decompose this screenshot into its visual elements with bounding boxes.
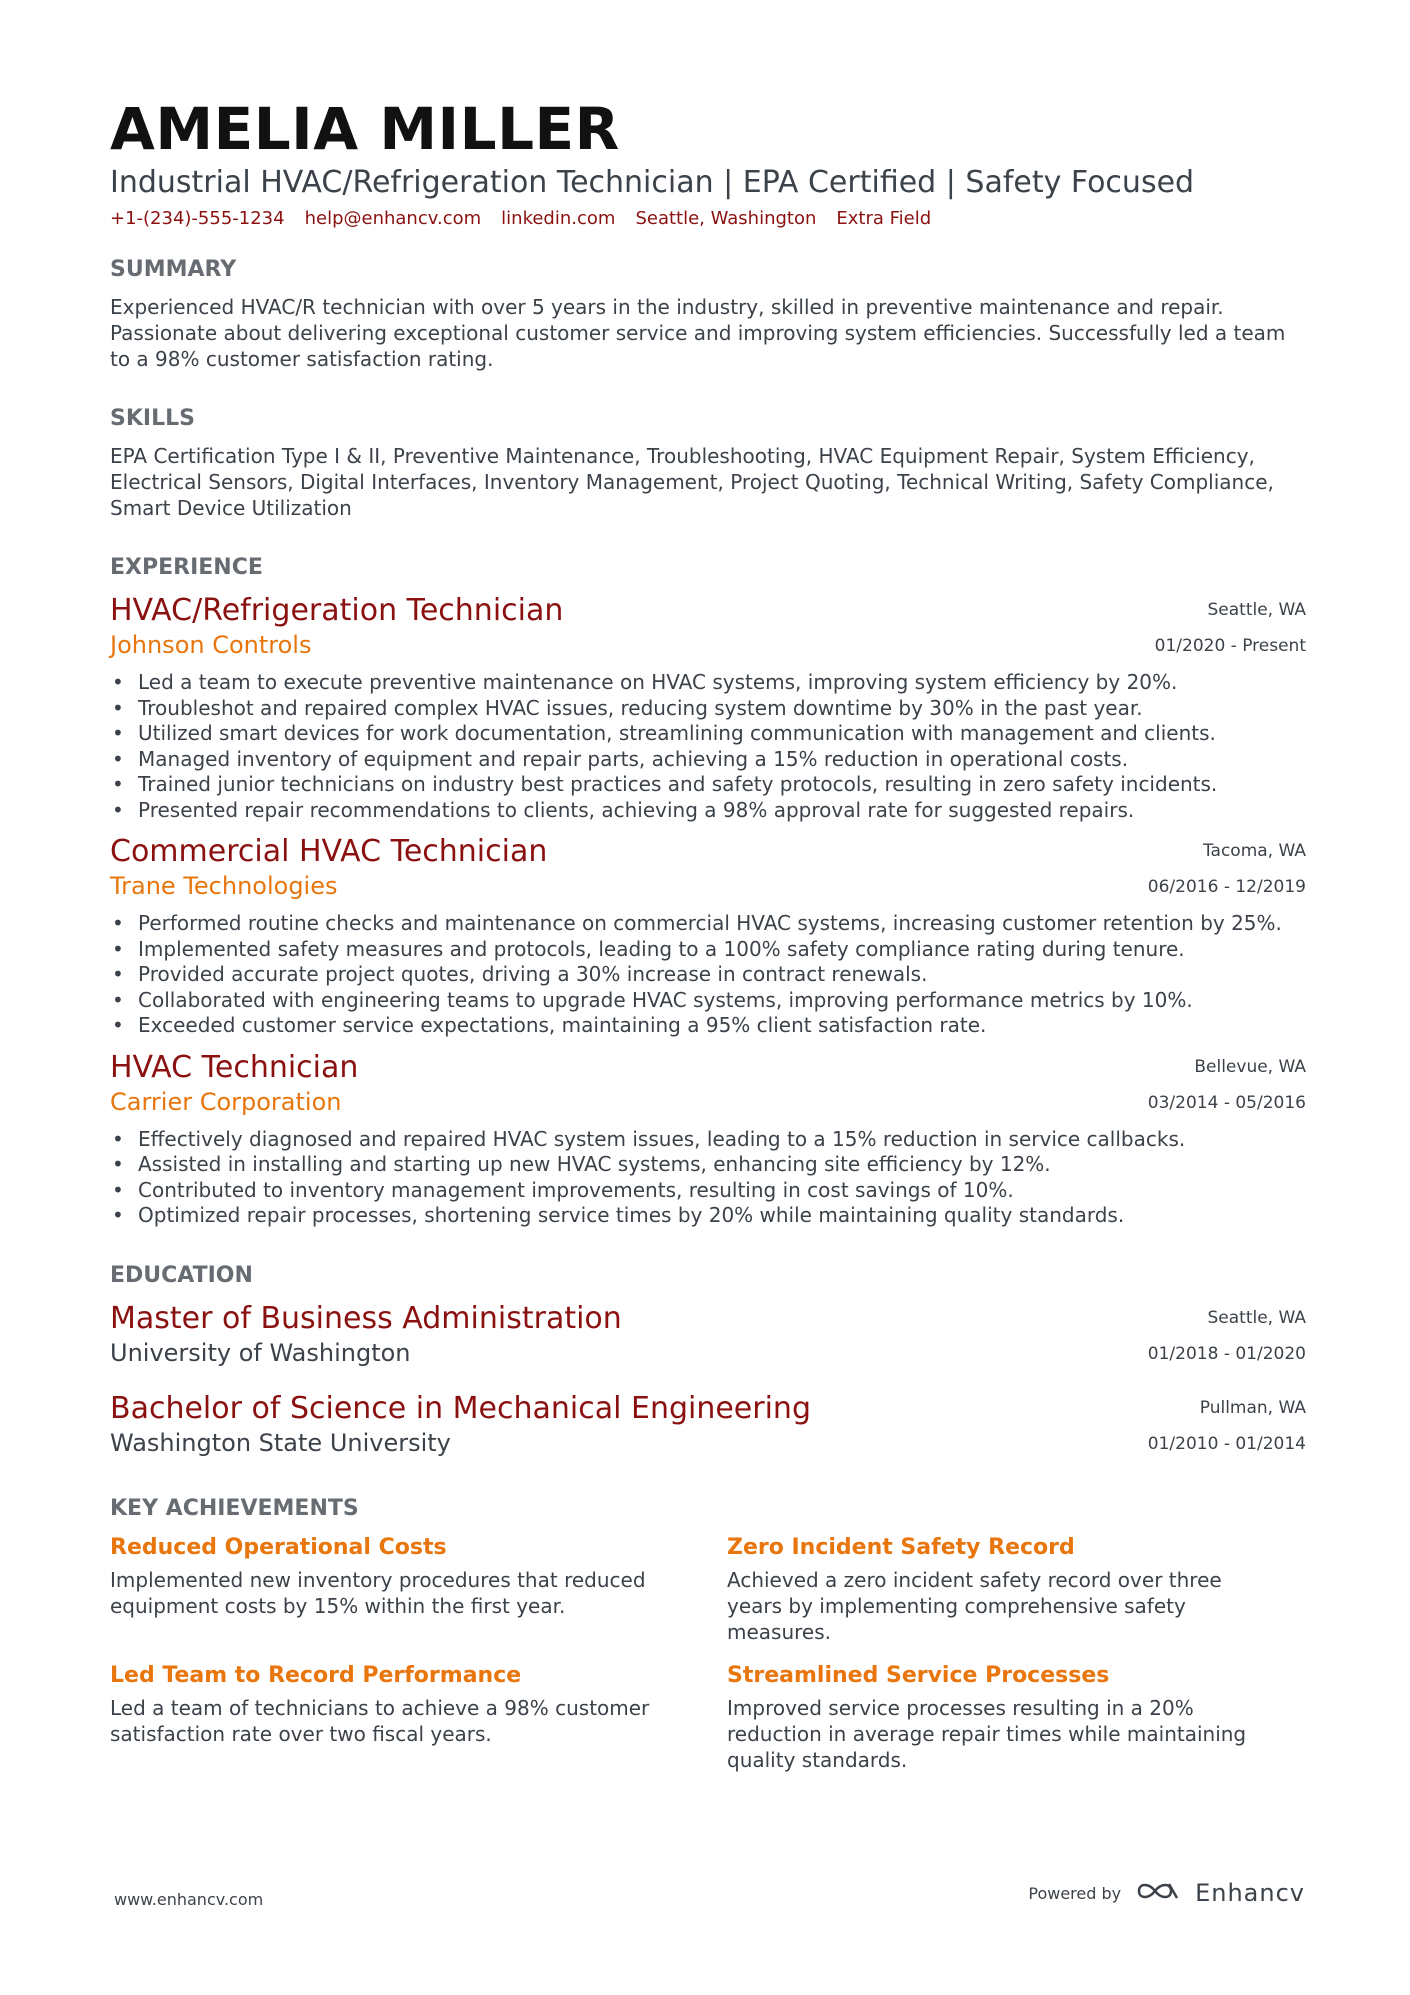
achievements-heading: KEY ACHIEVEMENTS	[110, 1495, 359, 1521]
achievement-item	[110, 1533, 727, 1645]
phone[interactable]: +1-(234)-555-1234	[110, 208, 285, 229]
experience-heading: EXPERIENCE	[110, 555, 263, 580]
education-heading: EDUCATION	[110, 1262, 253, 1288]
bullet-item: • Utilized smart devices for work documentation, streamlining communication with management and clients.	[138, 721, 1306, 747]
education-dates: 01/2018 - 01/2020	[1147, 1343, 1306, 1364]
job-location: Tacoma, WA	[1202, 841, 1306, 861]
bullet-item: • Implemented safety measures and protocols, leading to a 100% safety compliance rating during tenure.	[138, 937, 1306, 963]
bullet-item: • Effectively diagnosed and repaired HVAC system issues, leading to a 15% reduction in service callbacks.	[138, 1127, 1306, 1153]
candidate-name: AMELIA MILLER	[110, 95, 620, 163]
bullet-item: • Troubleshot and repaired complex HVAC issues, reducing system downtime by 30% in the past year.	[138, 696, 1306, 722]
job-bullets	[110, 911, 1306, 1039]
degree: Master of Business Administration	[110, 1300, 622, 1336]
bullet-item: • Led a team to execute preventive maintenance on HVAC systems, improving system efficiency by 20%.	[138, 670, 1306, 696]
job-dates: 06/2016 - 12/2019	[1147, 877, 1306, 897]
achievements-grid	[110, 1533, 1306, 1773]
job-location: Bellevue, WA	[1194, 1056, 1306, 1077]
degree: Bachelor of Science in Mechanical Engineering	[110, 1390, 811, 1426]
company-name: Carrier Corporation	[110, 1087, 342, 1116]
brand-name[interactable]: Enhancv	[1195, 1879, 1305, 1907]
resume-page	[110, 96, 1306, 1773]
school-name: Washington State University	[110, 1428, 451, 1457]
bullet-item: • Exceeded customer service expectations, maintaining a 95% client satisfaction rate.	[138, 1013, 1306, 1039]
job-bullets	[110, 670, 1306, 823]
summary-text: Experienced HVAC/R technician with over 5 years in the industry, skilled in preventive maintenance and repair. Passionate about delivering exceptional customer service and improving system efficiencies. Successfully led a team to a 98% customer satisfaction rating.	[110, 295, 1286, 371]
bullet-item: • Assisted in installing and starting up new HVAC systems, enhancing site efficiency by 12%.	[138, 1152, 1306, 1178]
achievement-title: Streamlined Service Processes	[727, 1662, 1110, 1688]
headline: Industrial HVAC/Refrigeration Technician | EPA Certified | Safety Focused	[110, 165, 1195, 200]
achievement-desc: Led a team of technicians to achieve a 98% customer satisfaction rate over two fiscal years.	[110, 1695, 650, 1746]
bullet-item: • Collaborated with engineering teams to upgrade HVAC systems, improving performance metrics by 10%.	[138, 988, 1306, 1014]
location: Seattle, Washington	[635, 208, 817, 229]
bullet-item: • Managed inventory of equipment and repair parts, achieving a 15% reduction in operational costs.	[138, 747, 1306, 773]
skills-heading: SKILLS	[110, 406, 195, 431]
achievement-desc: Achieved a zero incident safety record over three years by implementing comprehensive safety measures.	[727, 1567, 1222, 1644]
experience-entry	[110, 592, 1306, 823]
email[interactable]: help@enhancv.com	[304, 208, 482, 229]
school-location: Seattle, WA	[1207, 1307, 1306, 1328]
achievement-item	[727, 1533, 1306, 1645]
achievement-desc: Improved service processes resulting in a 20% reduction in average repair times while maintaining quality standards.	[727, 1695, 1247, 1772]
company-name: Trane Technologies	[110, 872, 338, 900]
achievement-item	[110, 1661, 727, 1773]
school-name: University of Washington	[110, 1338, 411, 1367]
job-title: HVAC Technician	[110, 1049, 359, 1085]
footer-branding	[1028, 1878, 1305, 1908]
bullet-item: • Optimized repair processes, shortening service times by 20% while maintaining quality standards.	[138, 1203, 1306, 1229]
experience-entry	[110, 1049, 1306, 1229]
enhancv-logo-icon	[1135, 1878, 1181, 1908]
extra-field: Extra Field	[836, 208, 932, 229]
contact-bar	[110, 208, 1306, 229]
powered-by-label: Powered by	[1028, 1883, 1122, 1903]
summary-heading: SUMMARY	[110, 257, 237, 282]
achievement-title: Zero Incident Safety Record	[727, 1534, 1075, 1560]
job-title: HVAC/Refrigeration Technician	[110, 593, 564, 628]
achievement-title: Led Team to Record Performance	[110, 1662, 522, 1688]
school-location: Pullman, WA	[1199, 1397, 1306, 1418]
education-entry	[110, 1390, 1306, 1462]
achievement-item	[727, 1661, 1306, 1773]
linkedin-link[interactable]: linkedin.com	[501, 208, 616, 229]
job-dates: 01/2020 - Present	[1154, 636, 1306, 656]
job-title: Commercial HVAC Technician	[110, 834, 548, 869]
job-bullets	[110, 1127, 1306, 1229]
job-location: Seattle, WA	[1207, 600, 1306, 620]
achievement-desc: Implemented new inventory procedures that reduced equipment costs by 15% within the first year.	[110, 1567, 646, 1618]
job-dates: 03/2014 - 05/2016	[1147, 1092, 1306, 1113]
bullet-item: • Contributed to inventory management improvements, resulting in cost savings of 10%.	[138, 1178, 1306, 1204]
education-entry	[110, 1300, 1306, 1372]
experience-entry	[110, 833, 1306, 1039]
bullet-item: • Presented repair recommendations to clients, achieving a 98% approval rate for suggested repairs.	[138, 798, 1306, 824]
education-dates: 01/2010 - 01/2014	[1147, 1433, 1306, 1454]
company-name: Johnson Controls	[110, 631, 312, 659]
achievement-title: Reduced Operational Costs	[110, 1534, 447, 1560]
bullet-item: • Trained junior technicians on industry best practices and safety protocols, resulting in zero safety incidents.	[138, 772, 1306, 798]
bullet-item: • Performed routine checks and maintenance on commercial HVAC systems, increasing customer retention by 25%.	[138, 911, 1306, 937]
footer-website[interactable]: www.enhancv.com	[114, 1890, 264, 1909]
bullet-item: • Provided accurate project quotes, driving a 30% increase in contract renewals.	[138, 962, 1306, 988]
skills-text: EPA Certification Type I & II, Preventive Maintenance, Troubleshooting, HVAC Equipment Repair, System Efficiency, Electrical Sensors, Digital Interfaces, Inventory Management, Project Quoting, Technical Writing, Safety Compliance, Smart Device Utilization	[110, 444, 1274, 520]
